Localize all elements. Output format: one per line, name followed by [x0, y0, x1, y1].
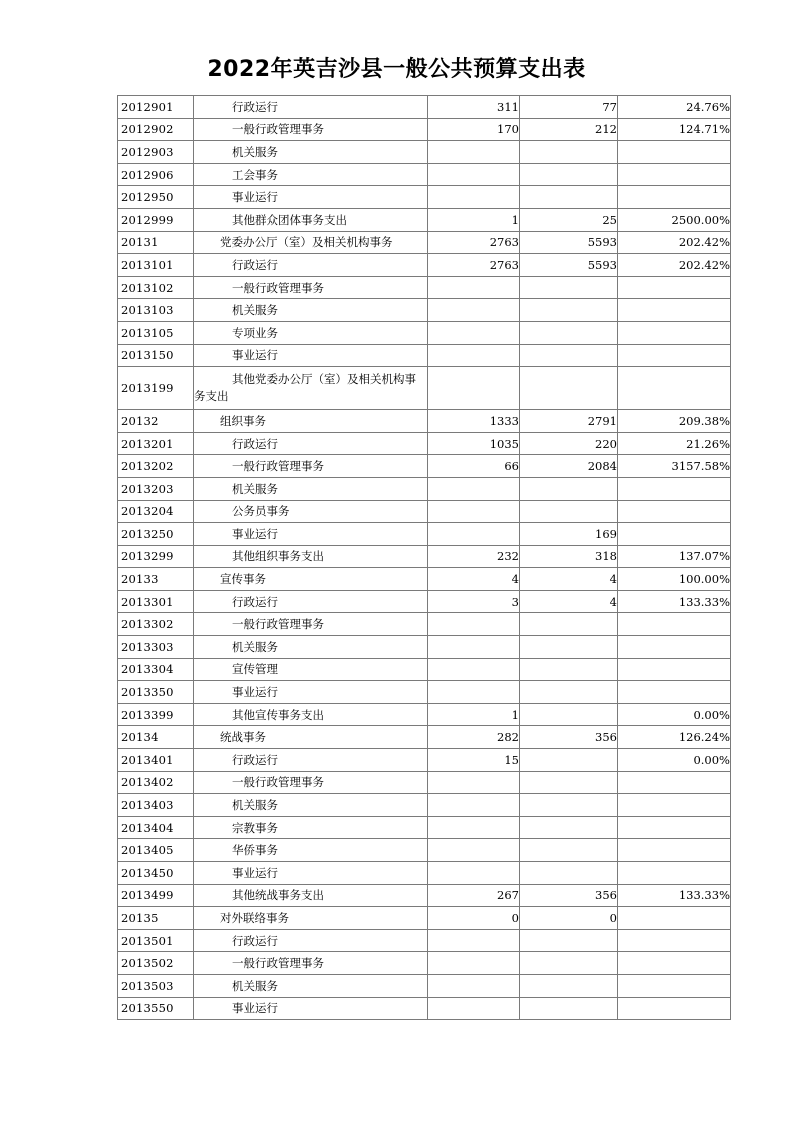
- table-row: [118, 321, 731, 344]
- row-percent: 137.07%: [618, 545, 731, 568]
- row-name: 事业运行: [194, 862, 428, 885]
- row-percent: 24.76%: [618, 96, 731, 119]
- row-value-2: [520, 636, 618, 659]
- row-percent: [618, 500, 731, 523]
- row-percent: [618, 636, 731, 659]
- row-name: [194, 367, 428, 410]
- row-value-1: [428, 974, 520, 997]
- row-percent: [618, 299, 731, 322]
- row-value-2: 2084: [520, 455, 618, 478]
- row-name: 专项业务: [194, 321, 428, 344]
- row-code: 2013202: [118, 455, 194, 478]
- row-value-1: [428, 681, 520, 704]
- budget-table: [117, 95, 731, 1020]
- row-value-2: [520, 613, 618, 636]
- row-name: 事业运行: [194, 523, 428, 546]
- row-percent: 0.00%: [618, 749, 731, 772]
- row-percent: [618, 929, 731, 952]
- row-percent: [618, 276, 731, 299]
- row-name: 其他统战事务支出: [194, 884, 428, 907]
- row-value-1: 311: [428, 96, 520, 119]
- row-value-1: [428, 344, 520, 367]
- row-code: 2012999: [118, 208, 194, 231]
- row-name: 宣传事务: [194, 568, 428, 591]
- row-name: 一般行政管理事务: [194, 952, 428, 975]
- row-code: 2013499: [118, 884, 194, 907]
- table-row: [118, 568, 731, 591]
- table-row: [118, 884, 731, 907]
- row-name: 行政运行: [194, 254, 428, 277]
- row-value-1: 1: [428, 703, 520, 726]
- table-row: [118, 726, 731, 749]
- row-value-1: [428, 141, 520, 164]
- row-value-2: 5593: [520, 254, 618, 277]
- row-name: 机关服务: [194, 974, 428, 997]
- row-percent: [618, 186, 731, 209]
- table-row: [118, 681, 731, 704]
- row-value-2: [520, 952, 618, 975]
- row-value-2: 0: [520, 907, 618, 930]
- table-row: [118, 96, 731, 119]
- row-value-1: [428, 613, 520, 636]
- table-row: [118, 299, 731, 322]
- row-name: 其他群众团体事务支出: [194, 208, 428, 231]
- row-value-2: 2791: [520, 410, 618, 433]
- row-value-2: 220: [520, 432, 618, 455]
- table-row: [118, 794, 731, 817]
- row-value-1: 1: [428, 208, 520, 231]
- row-value-2: [520, 929, 618, 952]
- row-code: 2012901: [118, 96, 194, 119]
- table-row: [118, 118, 731, 141]
- row-code: 2013550: [118, 997, 194, 1020]
- row-percent: [618, 997, 731, 1020]
- row-code: 2013403: [118, 794, 194, 817]
- row-name: 华侨事务: [194, 839, 428, 862]
- row-value-2: 212: [520, 118, 618, 141]
- row-percent: 3157.58%: [618, 455, 731, 478]
- row-value-1: [428, 862, 520, 885]
- row-name: 事业运行: [194, 681, 428, 704]
- row-value-2: 25: [520, 208, 618, 231]
- row-code: 2013203: [118, 477, 194, 500]
- row-percent: [618, 839, 731, 862]
- table-row: [118, 929, 731, 952]
- row-code: 2013299: [118, 545, 194, 568]
- row-code: 2013101: [118, 254, 194, 277]
- table-row: [118, 613, 731, 636]
- row-name: 一般行政管理事务: [194, 613, 428, 636]
- row-value-1: [428, 794, 520, 817]
- row-name: 机关服务: [194, 299, 428, 322]
- row-name: 一般行政管理事务: [194, 118, 428, 141]
- row-value-2: [520, 344, 618, 367]
- row-name: 机关服务: [194, 477, 428, 500]
- row-value-1: 1035: [428, 432, 520, 455]
- row-percent: 202.42%: [618, 254, 731, 277]
- row-name: 事业运行: [194, 344, 428, 367]
- row-percent: 133.33%: [618, 884, 731, 907]
- row-code: 2013503: [118, 974, 194, 997]
- row-value-2: 169: [520, 523, 618, 546]
- table-row: [118, 367, 731, 410]
- table-row: [118, 500, 731, 523]
- row-code: 2013350: [118, 681, 194, 704]
- row-value-1: 282: [428, 726, 520, 749]
- row-value-1: [428, 321, 520, 344]
- row-name: 一般行政管理事务: [194, 455, 428, 478]
- budget-table-body: [118, 96, 731, 1020]
- table-row: [118, 771, 731, 794]
- row-code: 2012902: [118, 118, 194, 141]
- table-row: [118, 344, 731, 367]
- row-name: 党委办公厅（室）及相关机构事务: [194, 231, 428, 254]
- row-percent: [618, 816, 731, 839]
- row-code: 20133: [118, 568, 194, 591]
- row-value-1: [428, 163, 520, 186]
- row-percent: 100.00%: [618, 568, 731, 591]
- table-row: [118, 590, 731, 613]
- row-name: 事业运行: [194, 997, 428, 1020]
- row-code: 2013502: [118, 952, 194, 975]
- row-code: 20131: [118, 231, 194, 254]
- row-value-1: 2763: [428, 231, 520, 254]
- row-code: 20132: [118, 410, 194, 433]
- row-code: 2013401: [118, 749, 194, 772]
- row-percent: 126.24%: [618, 726, 731, 749]
- row-value-1: 2763: [428, 254, 520, 277]
- row-name: 工会事务: [194, 163, 428, 186]
- table-row: [118, 477, 731, 500]
- row-value-2: [520, 367, 618, 410]
- table-row: [118, 974, 731, 997]
- row-percent: 124.71%: [618, 118, 731, 141]
- row-percent: 21.26%: [618, 432, 731, 455]
- row-percent: [618, 907, 731, 930]
- row-code: 2013301: [118, 590, 194, 613]
- row-name: 对外联络事务: [194, 907, 428, 930]
- row-value-2: [520, 749, 618, 772]
- row-code: 20134: [118, 726, 194, 749]
- row-name: 宗教事务: [194, 816, 428, 839]
- table-row: [118, 703, 731, 726]
- row-code: 2013501: [118, 929, 194, 952]
- row-percent: [618, 862, 731, 885]
- row-value-1: 3: [428, 590, 520, 613]
- table-row: [118, 432, 731, 455]
- row-value-2: [520, 681, 618, 704]
- row-percent: 0.00%: [618, 703, 731, 726]
- row-value-1: [428, 367, 520, 410]
- row-percent: 209.38%: [618, 410, 731, 433]
- row-value-2: [520, 816, 618, 839]
- row-value-2: [520, 186, 618, 209]
- table-row: [118, 545, 731, 568]
- row-value-2: [520, 839, 618, 862]
- row-percent: [618, 367, 731, 410]
- row-code: 2013399: [118, 703, 194, 726]
- row-value-1: [428, 523, 520, 546]
- page-title: 2022年英吉沙县一般公共预算支出表: [207, 57, 586, 82]
- row-percent: [618, 613, 731, 636]
- table-row: [118, 636, 731, 659]
- row-percent: [618, 523, 731, 546]
- row-value-2: 77: [520, 96, 618, 119]
- table-row: [118, 163, 731, 186]
- row-name: 一般行政管理事务: [194, 771, 428, 794]
- row-name: 公务员事务: [194, 500, 428, 523]
- row-value-1: [428, 477, 520, 500]
- row-value-2: 5593: [520, 231, 618, 254]
- row-code: 2013204: [118, 500, 194, 523]
- row-code: 2013450: [118, 862, 194, 885]
- row-value-1: [428, 636, 520, 659]
- row-name: 事业运行: [194, 186, 428, 209]
- row-value-1: [428, 839, 520, 862]
- row-percent: 2500.00%: [618, 208, 731, 231]
- row-value-1: 232: [428, 545, 520, 568]
- row-value-1: 15: [428, 749, 520, 772]
- row-value-1: 66: [428, 455, 520, 478]
- row-percent: [618, 952, 731, 975]
- row-name: 行政运行: [194, 929, 428, 952]
- row-name: 宣传管理: [194, 658, 428, 681]
- row-value-2: [520, 500, 618, 523]
- row-value-2: [520, 276, 618, 299]
- table-row: [118, 208, 731, 231]
- row-code: 2013201: [118, 432, 194, 455]
- row-percent: 202.42%: [618, 231, 731, 254]
- row-value-1: 1333: [428, 410, 520, 433]
- row-value-2: 318: [520, 545, 618, 568]
- row-name: 行政运行: [194, 96, 428, 119]
- row-value-1: [428, 276, 520, 299]
- row-value-1: [428, 658, 520, 681]
- row-name: 机关服务: [194, 141, 428, 164]
- row-code: 2012903: [118, 141, 194, 164]
- row-percent: [618, 681, 731, 704]
- row-code: 2013105: [118, 321, 194, 344]
- row-value-2: 4: [520, 568, 618, 591]
- row-value-1: 0: [428, 907, 520, 930]
- row-value-1: 267: [428, 884, 520, 907]
- row-percent: [618, 794, 731, 817]
- table-row: [118, 658, 731, 681]
- row-value-1: [428, 771, 520, 794]
- row-percent: [618, 321, 731, 344]
- row-value-2: [520, 703, 618, 726]
- row-percent: [618, 477, 731, 500]
- row-name-text: 其他党委办公厅（室）及相关机构事务支出: [194, 372, 416, 404]
- row-value-2: [520, 862, 618, 885]
- row-percent: 133.33%: [618, 590, 731, 613]
- row-name: 统战事务: [194, 726, 428, 749]
- row-code: 2013302: [118, 613, 194, 636]
- row-code: 2013304: [118, 658, 194, 681]
- table-row: [118, 749, 731, 772]
- row-name: 机关服务: [194, 794, 428, 817]
- row-code: 2013150: [118, 344, 194, 367]
- row-value-2: 356: [520, 726, 618, 749]
- table-row: [118, 276, 731, 299]
- row-value-2: [520, 477, 618, 500]
- row-code: 20135: [118, 907, 194, 930]
- table-row: [118, 410, 731, 433]
- row-value-1: 4: [428, 568, 520, 591]
- row-value-2: [520, 974, 618, 997]
- row-name: 其他宣传事务支出: [194, 703, 428, 726]
- row-value-2: [520, 997, 618, 1020]
- row-percent: [618, 771, 731, 794]
- table-row: [118, 455, 731, 478]
- row-name: 机关服务: [194, 636, 428, 659]
- row-name: 行政运行: [194, 590, 428, 613]
- table-row: [118, 816, 731, 839]
- row-percent: [618, 974, 731, 997]
- row-percent: [618, 141, 731, 164]
- row-name: 行政运行: [194, 749, 428, 772]
- table-row: [118, 523, 731, 546]
- row-code: 2013102: [118, 276, 194, 299]
- row-value-2: [520, 321, 618, 344]
- row-value-1: [428, 997, 520, 1020]
- row-code: 2013250: [118, 523, 194, 546]
- row-code: 2013402: [118, 771, 194, 794]
- row-name: 其他组织事务支出: [194, 545, 428, 568]
- row-percent: [618, 658, 731, 681]
- row-value-1: [428, 500, 520, 523]
- row-code: 2013405: [118, 839, 194, 862]
- row-name: 行政运行: [194, 432, 428, 455]
- row-value-2: [520, 141, 618, 164]
- row-name: 一般行政管理事务: [194, 276, 428, 299]
- row-value-1: [428, 952, 520, 975]
- table-row: [118, 231, 731, 254]
- row-value-1: 170: [428, 118, 520, 141]
- row-code: 2013303: [118, 636, 194, 659]
- row-code: 2012950: [118, 186, 194, 209]
- row-value-2: [520, 771, 618, 794]
- row-value-1: [428, 816, 520, 839]
- table-row: [118, 952, 731, 975]
- table-row: [118, 186, 731, 209]
- row-percent: [618, 163, 731, 186]
- table-row: [118, 141, 731, 164]
- row-value-2: [520, 658, 618, 681]
- row-code: 2013103: [118, 299, 194, 322]
- table-row: [118, 907, 731, 930]
- row-value-1: [428, 299, 520, 322]
- row-value-1: [428, 186, 520, 209]
- table-row: [118, 839, 731, 862]
- table-row: [118, 997, 731, 1020]
- row-code: 2013199: [118, 367, 194, 410]
- row-value-2: [520, 794, 618, 817]
- row-value-2: [520, 163, 618, 186]
- row-value-2: [520, 299, 618, 322]
- row-value-1: [428, 929, 520, 952]
- row-name: 组织事务: [194, 410, 428, 433]
- row-value-2: 356: [520, 884, 618, 907]
- row-percent: [618, 344, 731, 367]
- row-value-2: 4: [520, 590, 618, 613]
- table-row: [118, 862, 731, 885]
- row-code: 2013404: [118, 816, 194, 839]
- row-code: 2012906: [118, 163, 194, 186]
- table-row: [118, 254, 731, 277]
